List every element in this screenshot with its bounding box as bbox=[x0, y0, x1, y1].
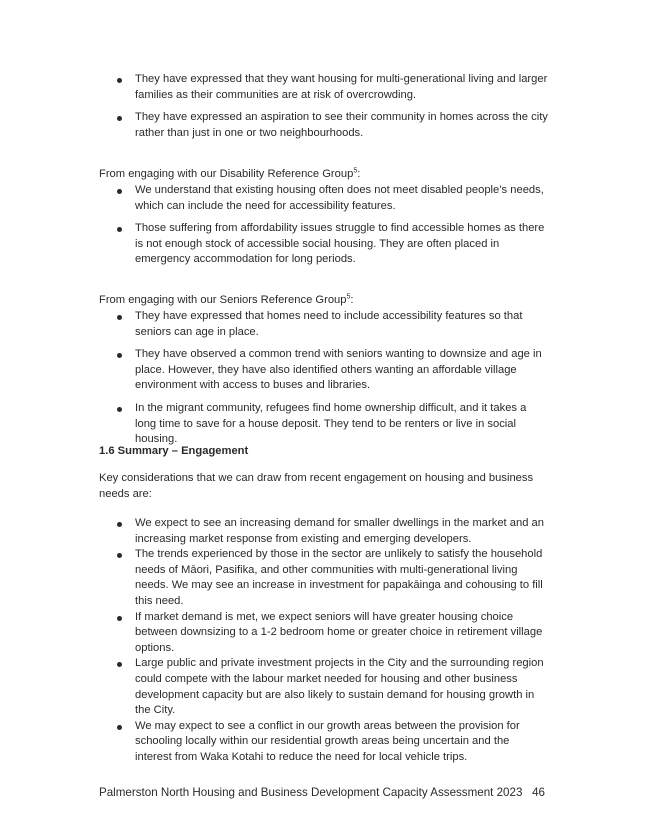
list-item: Those suffering from affordability issues struggle to find accessible homes as there is not enough stock of accessible social housing. They are often placed in emergency accommodation for long periods. bbox=[0, 221, 645, 268]
bullet-icon bbox=[117, 227, 122, 232]
list-item: They have expressed that homes need to include accessibility features so that seniors can age in place. bbox=[0, 309, 645, 340]
list-item: The trends experienced by those in the sector are unlikely to satisfy the household needs of Māori, Pasifika, and other communities with multi-generational living needs. We may see an increase in investment for papakāinga and cohousing to fill this need. bbox=[0, 547, 645, 609]
seniors-intro: From engaging with our Seniors Reference Group$^5$: bbox=[99, 293, 354, 306]
bullet-icon bbox=[117, 616, 122, 621]
bullet-icon bbox=[117, 353, 122, 358]
section-heading: 1.6 Summary – Engagement bbox=[99, 445, 249, 457]
bullet-icon bbox=[117, 315, 122, 320]
bullet-list-seniors bbox=[0, 309, 645, 448]
bullet-icon bbox=[117, 116, 122, 121]
footnote-ref: 5 bbox=[346, 293, 351, 301]
bullet-icon bbox=[117, 78, 122, 83]
bullet-list-disability bbox=[0, 183, 645, 268]
bullet-list-top bbox=[0, 72, 645, 141]
list-item: In the migrant community, refugees find home ownership difficult, and it takes a long time to save for a house deposit. They tend to be renters or live in social housing. bbox=[0, 401, 645, 448]
list-item: They have expressed an aspiration to see their community in homes across the city rather than just in one or two neighbourhoods. bbox=[0, 110, 645, 141]
bullet-icon bbox=[117, 553, 122, 558]
bullet-icon bbox=[117, 662, 122, 667]
disability-intro: From engaging with our Disability Reference Group$^5$: bbox=[99, 167, 361, 180]
list-item: We expect to see an increasing demand for smaller dwellings in the market and an increasing market response from existing and emerging developers. bbox=[0, 516, 645, 547]
bullet-icon bbox=[117, 725, 122, 730]
list-item: We may expect to see a conflict in our growth areas between the provision for schooling locally within our residential growth areas being uncertain and the interest from Waka Kotahi to reduce the need for local vehicle trips. bbox=[0, 719, 645, 766]
list-item: They have expressed that they want housing for multi-generational living and larger families as their communities are at risk of overcrowding. bbox=[0, 72, 645, 103]
bullet-icon bbox=[117, 407, 122, 412]
list-item: Large public and private investment projects in the City and the surrounding region could compete with the labour market needed for housing and other business development capacity but are also likely to sustain demand for housing growth in the City. bbox=[0, 656, 645, 718]
list-item: They have observed a common trend with seniors wanting to downsize and age in place. However, they have also identified others wanting an affordable village environment with access to buses and libraries. bbox=[0, 347, 645, 394]
footer-title: Palmerston North Housing and Business Development Capacity Assessment 2023 bbox=[99, 786, 523, 799]
page-footer bbox=[99, 785, 545, 801]
footnote-ref: 5 bbox=[353, 167, 358, 175]
bullet-icon bbox=[117, 189, 122, 194]
list-item: If market demand is met, we expect seniors will have greater housing choice between downsizing to a 1-2 bedroom home or greater choice in retirement village options. bbox=[0, 610, 645, 657]
page-number: 46 bbox=[532, 786, 545, 799]
summary-intro: Key considerations that we can draw from recent engagement on housing and business needs are: bbox=[99, 472, 534, 500]
bullet-list-summary bbox=[0, 516, 645, 766]
bullet-icon bbox=[117, 522, 122, 527]
list-item: We understand that existing housing often does not meet disabled people’s needs, which can include the need for accessibility features. bbox=[0, 183, 645, 214]
